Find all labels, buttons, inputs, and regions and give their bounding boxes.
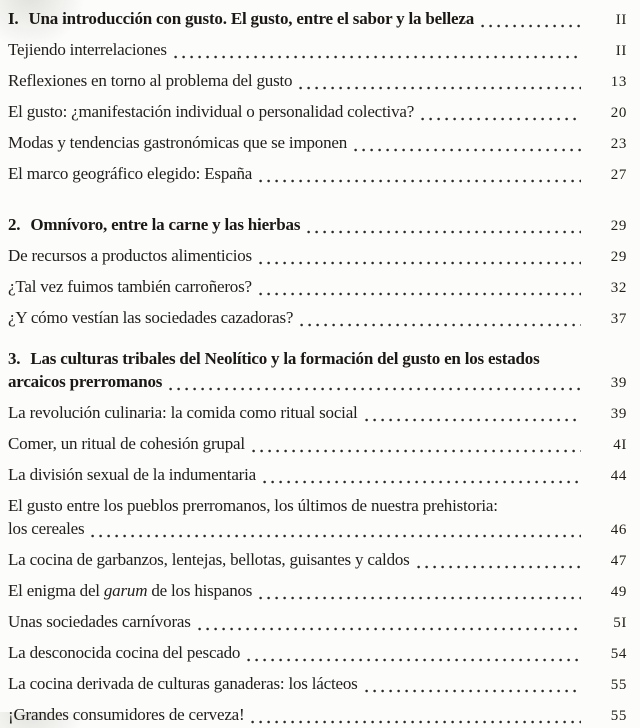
- entry-title: La división sexual de la indumentaria: [8, 465, 256, 484]
- dot-leader: [259, 292, 581, 296]
- toc-entry: [8, 432, 627, 457]
- entry-title: Tejiendo interrelaciones: [8, 40, 167, 59]
- dot-leader: [307, 230, 581, 234]
- entry-title-continuation: los cereales: [8, 519, 85, 538]
- entry-title-part: de los hispanos: [147, 581, 253, 600]
- entry-title: Omnívoro, entre la carne y las hierbas: [30, 215, 301, 234]
- toc-section-1: [8, 7, 627, 187]
- toc-entry: [8, 306, 627, 331]
- toc-entry-line: [8, 213, 627, 238]
- page-number: 27: [610, 167, 627, 183]
- dot-leader: [247, 658, 581, 662]
- page-number: 39: [610, 406, 627, 422]
- toc-section-2: [8, 213, 627, 331]
- toc-entry-line: [8, 162, 627, 187]
- chapter-number: I.: [8, 9, 19, 28]
- dot-leader: [259, 261, 581, 265]
- toc-entry: [8, 131, 627, 156]
- dot-leader: [417, 565, 581, 569]
- toc-entry: [8, 672, 627, 697]
- toc-entry: [8, 579, 627, 604]
- entry-title-italic: garum: [103, 581, 148, 600]
- chapter-number: 2.: [8, 215, 21, 234]
- toc-entry: [8, 244, 627, 269]
- page-number: 54: [610, 646, 627, 662]
- entry-title: El gusto: ¿manifestación individual o personalidad colectiva?: [8, 102, 415, 121]
- dot-leader: [259, 596, 581, 600]
- toc-entry-line: [8, 100, 627, 125]
- page-number: 55: [610, 708, 627, 724]
- entry-title: La desconocida cocina del pescado: [8, 643, 241, 662]
- toc-entry-line: [8, 131, 627, 156]
- page-number: 49: [610, 584, 627, 600]
- toc-entry: [8, 548, 627, 573]
- page-number: 20: [610, 105, 627, 121]
- page-number: 23: [610, 136, 627, 152]
- dot-leader: [421, 117, 581, 121]
- dot-leader: [259, 179, 581, 183]
- toc-entry-line: [8, 38, 627, 63]
- page-number: 47: [610, 553, 627, 569]
- toc-section-3: [8, 347, 627, 728]
- page-number: 37: [610, 311, 627, 327]
- entry-title: Reflexiones en torno al problema del gusto: [8, 71, 293, 90]
- dot-leader: [263, 480, 581, 484]
- dot-leader: [252, 449, 581, 453]
- toc-entry-line2: [8, 370, 627, 395]
- dot-leader: [365, 689, 581, 693]
- page-number: 55: [610, 677, 627, 693]
- page-number: 4I: [613, 437, 627, 453]
- dot-leader: [299, 86, 581, 90]
- table-of-contents: [8, 7, 627, 728]
- toc-chapter-entry: [8, 213, 627, 238]
- toc-chapter-entry: [8, 347, 627, 395]
- toc-entry: [8, 703, 627, 728]
- toc-entry-line: [8, 432, 627, 457]
- dot-leader: [481, 24, 581, 28]
- toc-entry-line: [8, 703, 627, 728]
- toc-entry-line: [8, 306, 627, 331]
- toc-entry-line: [8, 347, 627, 370]
- entry-title: De recursos a productos alimenticios: [8, 246, 252, 265]
- page-number: 44: [610, 468, 627, 484]
- entry-title: Las culturas tribales del Neolítico y la formación del gusto en los estados: [30, 349, 540, 368]
- page-number: 32: [610, 280, 627, 296]
- entry-title: ¿Tal vez fuimos también carroñeros?: [8, 277, 252, 296]
- entry-title: [8, 579, 252, 602]
- toc-entry: [8, 162, 627, 187]
- entry-title: El gusto entre los pueblos prerromanos, los últimos de nuestra prehistoria:: [8, 496, 498, 515]
- dot-leader: [365, 418, 581, 422]
- toc-entry-line: [8, 244, 627, 269]
- toc-entry: [8, 401, 627, 426]
- page-number: II: [615, 12, 627, 28]
- entry-title: ¡Grandes consumidores de cerveza!: [8, 705, 245, 724]
- toc-entry: [8, 463, 627, 488]
- toc-entry-line: [8, 610, 627, 635]
- page-number: 46: [610, 522, 627, 538]
- entry-title-part: El enigma del: [8, 581, 104, 600]
- page-number: 5I: [613, 615, 627, 631]
- toc-entry: [8, 610, 627, 635]
- toc-entry-line: [8, 7, 627, 32]
- page-number: 39: [610, 375, 627, 391]
- entry-title: El marco geográfico elegido: España: [8, 164, 253, 183]
- dot-leader: [354, 148, 581, 152]
- toc-entry: [8, 38, 627, 63]
- toc-entry-line: [8, 69, 627, 94]
- toc-entry-line: [8, 672, 627, 697]
- page-number: 13: [610, 74, 627, 90]
- toc-entry: [8, 69, 627, 94]
- entry-title: Una introducción con gusto. El gusto, entre el sabor y la belleza: [28, 9, 475, 28]
- toc-entry-line: [8, 275, 627, 300]
- dot-leader: [300, 323, 581, 327]
- entry-title: ¿Y cómo vestían las sociedades cazadoras?: [8, 308, 294, 327]
- entry-title: Unas sociedades carnívoras: [8, 612, 191, 631]
- toc-entry: [8, 275, 627, 300]
- toc-entry-line: [8, 548, 627, 573]
- dot-leader: [198, 627, 581, 631]
- dot-leader: [251, 720, 581, 724]
- dot-leader: [91, 534, 581, 538]
- entry-title: La revolución culinaria: la comida como ritual social: [8, 403, 358, 422]
- entry-title: La cocina de garbanzos, lentejas, bellotas, guisantes y caldos: [8, 550, 410, 569]
- toc-entry-line2: [8, 517, 627, 542]
- page-number: 29: [610, 218, 627, 234]
- dot-leader: [174, 55, 581, 59]
- toc-entry-line: [8, 579, 627, 604]
- toc-entry: [8, 641, 627, 666]
- entry-title-continuation: arcaicos prerromanos: [8, 372, 163, 391]
- dot-leader: [169, 387, 581, 391]
- toc-entry-line: [8, 401, 627, 426]
- entry-title: Modas y tendencias gastronómicas que se imponen: [8, 133, 348, 152]
- chapter-number: 3.: [8, 349, 21, 368]
- toc-entry-line: [8, 641, 627, 666]
- toc-entry: [8, 494, 627, 542]
- page-number: II: [615, 43, 627, 59]
- entry-title: Comer, un ritual de cohesión grupal: [8, 434, 245, 453]
- page-number: 29: [610, 249, 627, 265]
- toc-chapter-entry: [8, 7, 627, 32]
- entry-title: La cocina derivada de culturas ganaderas: los lácteos: [8, 674, 358, 693]
- toc-entry: [8, 100, 627, 125]
- toc-entry-line: [8, 494, 627, 517]
- toc-entry-line: [8, 463, 627, 488]
